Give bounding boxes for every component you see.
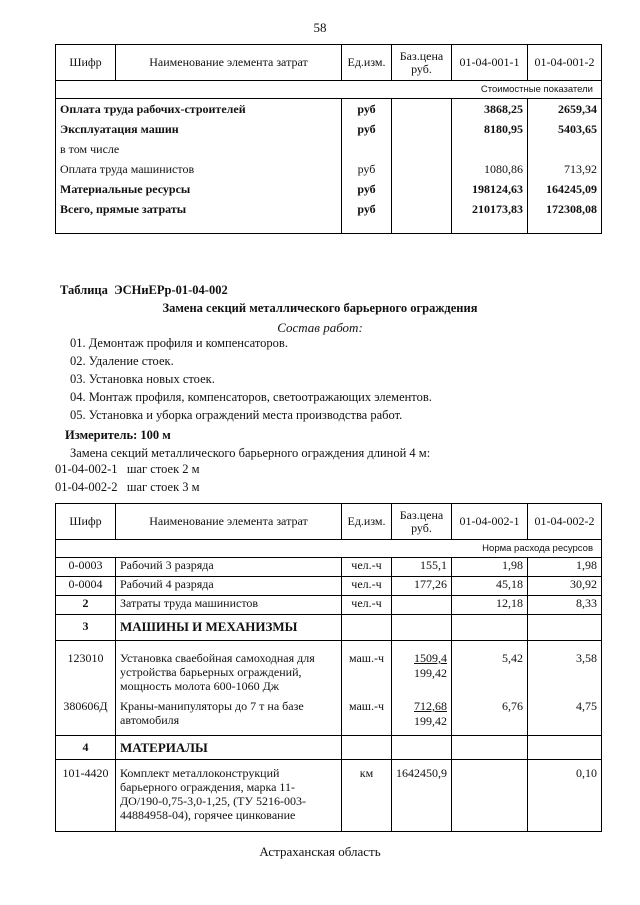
row-value-1: 12,18 [452, 596, 528, 615]
table-row [56, 641, 602, 694]
price-current: 1509,4 [414, 651, 447, 665]
table-row [56, 199, 602, 233]
table-header-row [56, 45, 602, 81]
row-unit: руб [342, 119, 392, 139]
row-value-2: 2659,34 [528, 99, 602, 120]
row-code: 101-4420 [56, 759, 116, 831]
table-row [56, 558, 602, 577]
row-code: 0-0004 [56, 577, 116, 596]
table-row [56, 759, 602, 831]
table-row [56, 159, 602, 179]
row-unit: руб [342, 99, 392, 120]
row-unit: маш.-ч [342, 693, 392, 735]
operation-item: 02. Удаление стоек. [70, 354, 174, 368]
row-price: 155,1 [392, 558, 452, 577]
resource-table [55, 503, 602, 832]
row-value-1: 5,42 [452, 641, 528, 694]
table-title: Таблица ЭСНиЕРр-01-04-002 [60, 283, 228, 297]
header-unit: Ед.изм. [342, 45, 392, 81]
row-value-2: 1,98 [528, 558, 602, 577]
price-current: 712,68 [414, 699, 447, 713]
row-value-1: 1,98 [452, 558, 528, 577]
table-row [56, 179, 602, 199]
subheader-row [56, 81, 602, 99]
row-price [392, 693, 452, 735]
variant-item [55, 462, 200, 477]
row-unit: чел.-ч [342, 596, 392, 615]
operation-item: 01. Демонтаж профиля и компенсаторов. [70, 336, 288, 350]
variant-item [55, 480, 200, 495]
table-row [56, 577, 602, 596]
row-value-1: 8180,95 [452, 119, 528, 139]
row-value-1: 45,18 [452, 577, 528, 596]
row-unit: руб [342, 159, 392, 179]
row-value-1 [452, 759, 528, 831]
header-code: Шифр [56, 504, 116, 540]
row-value-2 [528, 615, 602, 641]
row-name: Оплата труда рабочих-строителей [56, 99, 342, 120]
header-col-1: 01-04-002-1 [452, 504, 528, 540]
subheader: Норма расхода ресурсов [56, 540, 602, 558]
table-row [56, 615, 602, 641]
row-unit: км [342, 759, 392, 831]
price-wage: 199,42 [414, 714, 447, 728]
row-value-1: 210173,83 [452, 199, 528, 233]
header-name: Наименование элемента затрат [116, 45, 342, 81]
work-description: Замена секций металлического барьерного ограждения длиной 4 м: [70, 446, 431, 460]
row-unit [342, 615, 392, 641]
row-unit: руб [342, 179, 392, 199]
row-price: 1642450,9 [392, 759, 452, 831]
row-name: Рабочий 3 разряда [116, 558, 342, 577]
header-code: Шифр [56, 45, 116, 81]
row-price [392, 641, 452, 694]
header-col-2: 01-04-002-2 [528, 504, 602, 540]
variant-text: шаг стоек 3 м [126, 480, 200, 494]
row-name: Рабочий 4 разряда [116, 577, 342, 596]
row-name: Оплата труда машинистов [56, 159, 342, 179]
table-row [56, 99, 602, 120]
row-value-1: 198124,63 [452, 179, 528, 199]
row-unit: руб [342, 199, 392, 233]
header-price: Баз.цена руб. [392, 45, 452, 81]
row-name: Краны-манипуляторы до 7 т на базе автомобиля [116, 693, 342, 735]
cost-table [55, 44, 602, 234]
row-unit [342, 735, 392, 759]
row-name: Эксплуатация машин [56, 119, 342, 139]
row-value-2 [528, 139, 602, 159]
table-row [56, 139, 602, 159]
row-value-2 [528, 735, 602, 759]
row-unit: маш.-ч [342, 641, 392, 694]
table-row [56, 119, 602, 139]
row-name: Затраты труда машинистов [116, 596, 342, 615]
row-value-2: 5403,65 [528, 119, 602, 139]
row-code: 4 [56, 735, 116, 759]
row-value-1: 3868,25 [452, 99, 528, 120]
variant-code: 01-04-002-2 [55, 480, 118, 494]
row-name: Всего, прямые затраты [56, 199, 342, 233]
row-name: Материальные ресурсы [56, 179, 342, 199]
table-row [56, 735, 602, 759]
table-header-row [56, 504, 602, 540]
header-col-1: 01-04-001-1 [452, 45, 528, 81]
row-value-1 [452, 139, 528, 159]
row-price: 177,26 [392, 577, 452, 596]
row-name: Комплект металлоконструкций барьерного ограждения, марка 11-ДО/190-0,75-3,0-1,25, (ТУ 5216-003-44884958-04), горячее цинкование [116, 759, 342, 831]
table-row [56, 596, 602, 615]
variant-code: 01-04-002-1 [55, 462, 118, 476]
table-row [56, 693, 602, 735]
row-price [392, 119, 452, 139]
row-value-2: 0,10 [528, 759, 602, 831]
row-code: 0-0003 [56, 558, 116, 577]
row-code: 3 [56, 615, 116, 641]
row-value-2: 3,58 [528, 641, 602, 694]
section-heading: МАТЕРИАЛЫ [116, 735, 342, 759]
row-price [392, 179, 452, 199]
page-number: 58 [313, 20, 327, 35]
row-value-1 [452, 615, 528, 641]
row-value-1: 6,76 [452, 693, 528, 735]
row-price [392, 596, 452, 615]
section-heading: МАШИНЫ И МЕХАНИЗМЫ [116, 615, 342, 641]
measure-unit: Измеритель: 100 м [65, 428, 171, 442]
row-price [392, 99, 452, 120]
footer-region: Астраханская область [259, 844, 381, 859]
operation-item: 04. Монтаж профиля, компенсаторов, светоотражающих элементов. [70, 390, 432, 404]
header-price: Баз.цена руб. [392, 504, 452, 540]
row-code: 2 [56, 596, 116, 615]
row-unit: чел.-ч [342, 558, 392, 577]
row-value-2: 8,33 [528, 596, 602, 615]
subheader: Стоимостные показатели [56, 81, 602, 99]
subheader-row [56, 540, 602, 558]
row-value-1 [452, 735, 528, 759]
row-unit: чел.-ч [342, 577, 392, 596]
row-price [392, 159, 452, 179]
row-value-2: 4,75 [528, 693, 602, 735]
row-code: 123010 [56, 641, 116, 694]
operation-item: 03. Установка новых стоек. [70, 372, 215, 386]
price-wage: 199,42 [414, 666, 447, 680]
row-price [392, 199, 452, 233]
row-unit [342, 139, 392, 159]
row-price [392, 139, 452, 159]
row-value-2: 164245,09 [528, 179, 602, 199]
operation-item: 05. Установка и уборка ограждений места производства работ. [70, 408, 403, 422]
header-col-2: 01-04-001-2 [528, 45, 602, 81]
row-code: 380606Д [56, 693, 116, 735]
row-name: Установка сваебойная самоходная для устройства барьерных ограждений, мощность молота 600-1060 Дж [116, 641, 342, 694]
row-value-2: 30,92 [528, 577, 602, 596]
row-value-2: 713,92 [528, 159, 602, 179]
row-price [392, 735, 452, 759]
works-title: Состав работ: [277, 320, 363, 335]
row-price [392, 615, 452, 641]
header-name: Наименование элемента затрат [116, 504, 342, 540]
row-name: в том числе [56, 139, 342, 159]
header-unit: Ед.изм. [342, 504, 392, 540]
row-value-2: 172308,08 [528, 199, 602, 233]
row-value-1: 1080,86 [452, 159, 528, 179]
variant-text: шаг стоек 2 м [126, 462, 200, 476]
section-title: Замена секций металлического барьерного ограждения [162, 301, 478, 315]
